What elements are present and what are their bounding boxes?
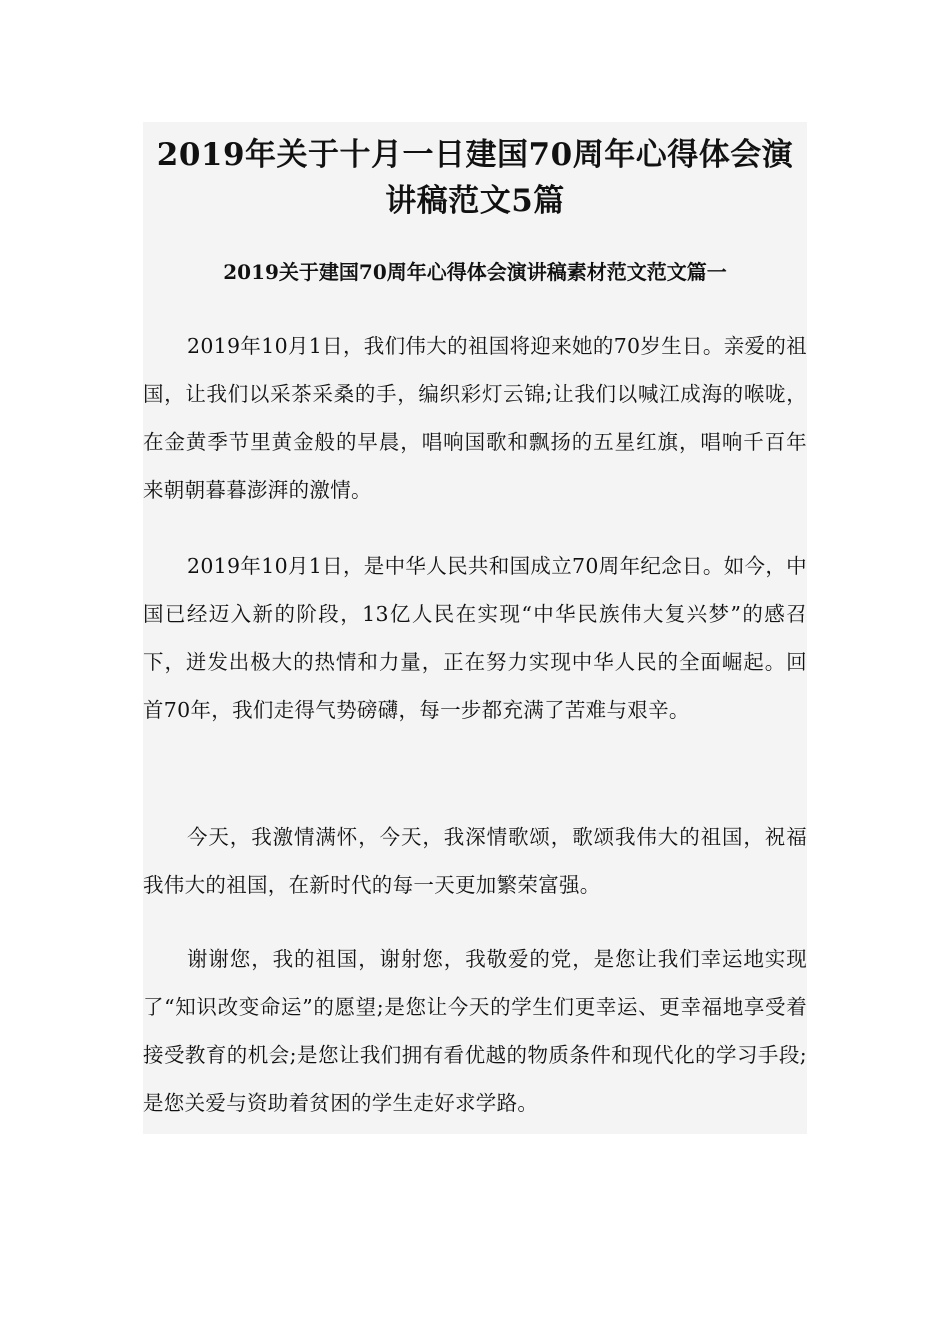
paragraph-1: 2019年10月1日，我们伟大的祖国将迎来她的70岁生日。亲爱的祖国，让我们以采茶采桑的手，编织彩灯云锦;让我们以喊江成海的喉咙，在金黄季节里黄金般的早晨，唱响国歌和飘扬的五星红旗，唱响千百年来朝朝暮暮澎湃的激情。 [143, 334, 807, 502]
paragraph-3: 今天，我激情满怀，今天，我深情歌颂，歌颂我伟大的祖国，祝福我伟大的祖国，在新时代的每一天更加繁荣富强。 [143, 825, 807, 897]
paragraph-2: 2019年10月1日，是中华人民共和国成立70周年纪念日。如今，中国已经迈入新的阶段，13亿人民在实现“中华民族伟大复兴梦”的感召下，迸发出极大的热情和力量，正在努力实现中华人民的全面崛起。回首70年，我们走得气势磅礴，每一步都充满了苦难与艰辛。 [143, 554, 807, 722]
document-title: 2019年关于十月一日建国70周年心得体会演讲稿范文5篇 [156, 137, 794, 219]
section-heading: 2019关于建国70周年心得体会演讲稿素材范文范文篇一 [223, 260, 727, 284]
paragraph-4: 谢谢您，我的祖国，谢射您，我敬爱的党，是您让我们幸运地实现了“知识改变命运”的愿望;是您让今天的学生们更幸运、更幸福地享受着接受教育的机会;是您让我们拥有看优越的物质条件和现代化的学习手段;是您关爱与资助着贫困的学生走好求学路。 [143, 947, 807, 1115]
